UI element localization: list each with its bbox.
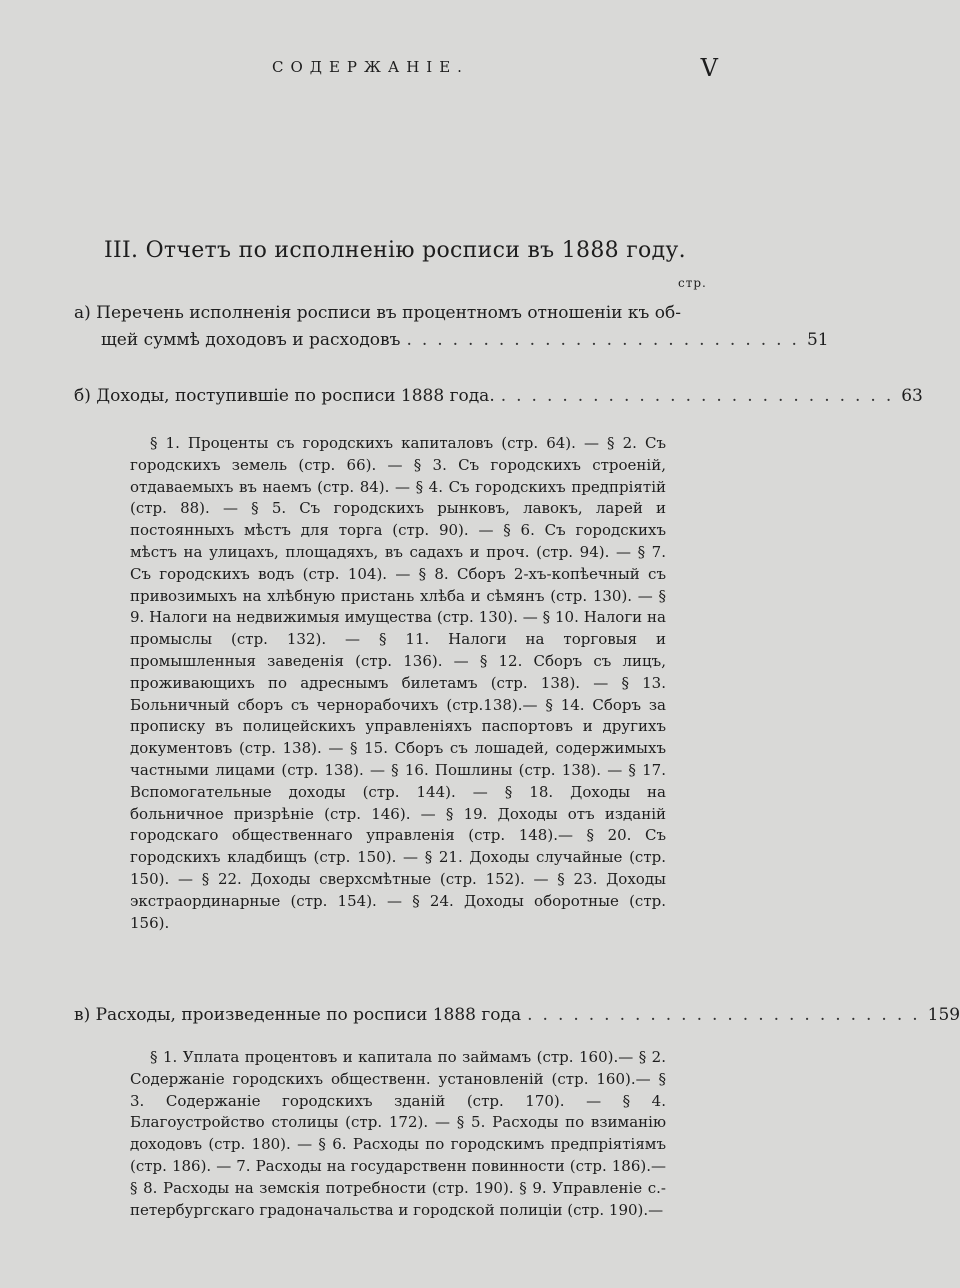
leader-dots: .......................... [527, 1005, 928, 1025]
page-number: V [700, 54, 718, 82]
toc-entry-a [74, 300, 829, 354]
section-title: III. Отчетъ по исполненію росписи въ 1888 году. [104, 238, 686, 263]
toc-entry-b-label: б) Доходы, поступившіе по росписи 1888 года. [74, 386, 495, 406]
running-title: СОДЕРЖАНІЕ. [272, 58, 469, 76]
page-column-label: стр. [678, 276, 707, 290]
toc-entry-a-line2 [74, 327, 829, 354]
toc-entry-c-line [74, 1002, 960, 1029]
toc-entry-a-line1 [74, 300, 718, 327]
expense-details: § 1. Уплата процентовъ и капитала по займамъ (стр. 160).— § 2. Содержаніе городскихъ общественн. установленій (стр. 160).— § 3. Содержаніе городскихъ зданій (стр. 170). — § 4. Благоустройство столицы (стр. 172). — § 5. Расходы по взиманію доходовъ (стр. 180). — § 6. Расходы по городскимъ предпріятіямъ (стр. 186). — 7. Расходы на государственн повинности (стр. 186).— § 8. Расходы на земскія потребности (стр. 190). § 9. Управленіе с.-петербургскаго градоначальства и городской полиціи (стр. 190).— [130, 1048, 666, 1219]
toc-entry-a-text1: а) Перечень исполненія росписи въ процентномъ отношеніи къ об- [74, 303, 681, 323]
income-details: § 1. Проценты съ городскихъ капиталовъ (стр. 64). — § 2. Съ городскихъ земель (стр. 66). — § 3. Съ городскихъ строеній, отдаваемыхъ въ наемъ (стр. 84). — § 4. Съ городскихъ предпріятій (стр. 88). — § 5. Съ городскихъ рынковъ, лавокъ, ларей и постоянныхъ мѣстъ для торга (стр. 90). — § 6. Съ городскихъ мѣстъ на улицахъ, площадяхъ, въ садахъ и проч. (стр. 94). — § 7. Съ городскихъ водъ (стр. 104). — § 8. Сборъ 2-хъ-копѣечный съ привозимыхъ на хлѣбную пристань хлѣба и сѣмянъ (стр. 130). — § 9. Налоги на недвижимыя имущества (стр. 130). — § 10. Налоги на промыслы (стр. 132). — § 11. Налоги на торговыя и промышленныя заведенія (стр. 136). — § 12. Сборъ съ лицъ, проживающихъ по адреснымъ билетамъ (стр. 138). — § 13. Больничный сборъ съ чернорабочихъ (стр.138).— § 14. Сборъ за прописку въ полицейскихъ управленіяхъ паспортовъ и другихъ документовъ (стр. 138). — § 15. Сборъ съ лошадей, содержимыхъ частными лицами (стр. 138). — § 16. Пошлины (стр. 138). — § 17. Вспомогательные доходы (стр. 144). — § 18. Доходы на больничное призрѣніе (стр. 146). — § 19. Доходы отъ изданій городскаго общественнаго управленія (стр. 148).— § 20. Съ городскихъ кладбищъ (стр. 150). — § 21. Доходы случайные (стр. 150). — § 22. Доходы сверхсмѣтные (стр. 152). — § 23. Доходы экстраординарные (стр. 154). — § 24. Доходы оборотные (стр. 156). [130, 434, 666, 932]
toc-entry-c-label: в) Расходы, произведенные по росписи 1888 года [74, 1005, 522, 1025]
toc-entry-c-page: 159 [927, 1005, 960, 1025]
page-header [0, 54, 790, 82]
leader-dots: .......................... [500, 386, 902, 406]
toc-entry-b-line [74, 383, 923, 410]
toc-entry-b-page: 63 [901, 386, 923, 406]
toc-entry-b [74, 383, 923, 410]
leader-dots: .......................... [406, 330, 807, 350]
toc-entry-a-text2: щей суммѣ доходовъ и расходовъ [101, 330, 401, 350]
toc-entry-a-page: 51 [806, 330, 829, 350]
toc-entry-c [74, 1002, 960, 1029]
